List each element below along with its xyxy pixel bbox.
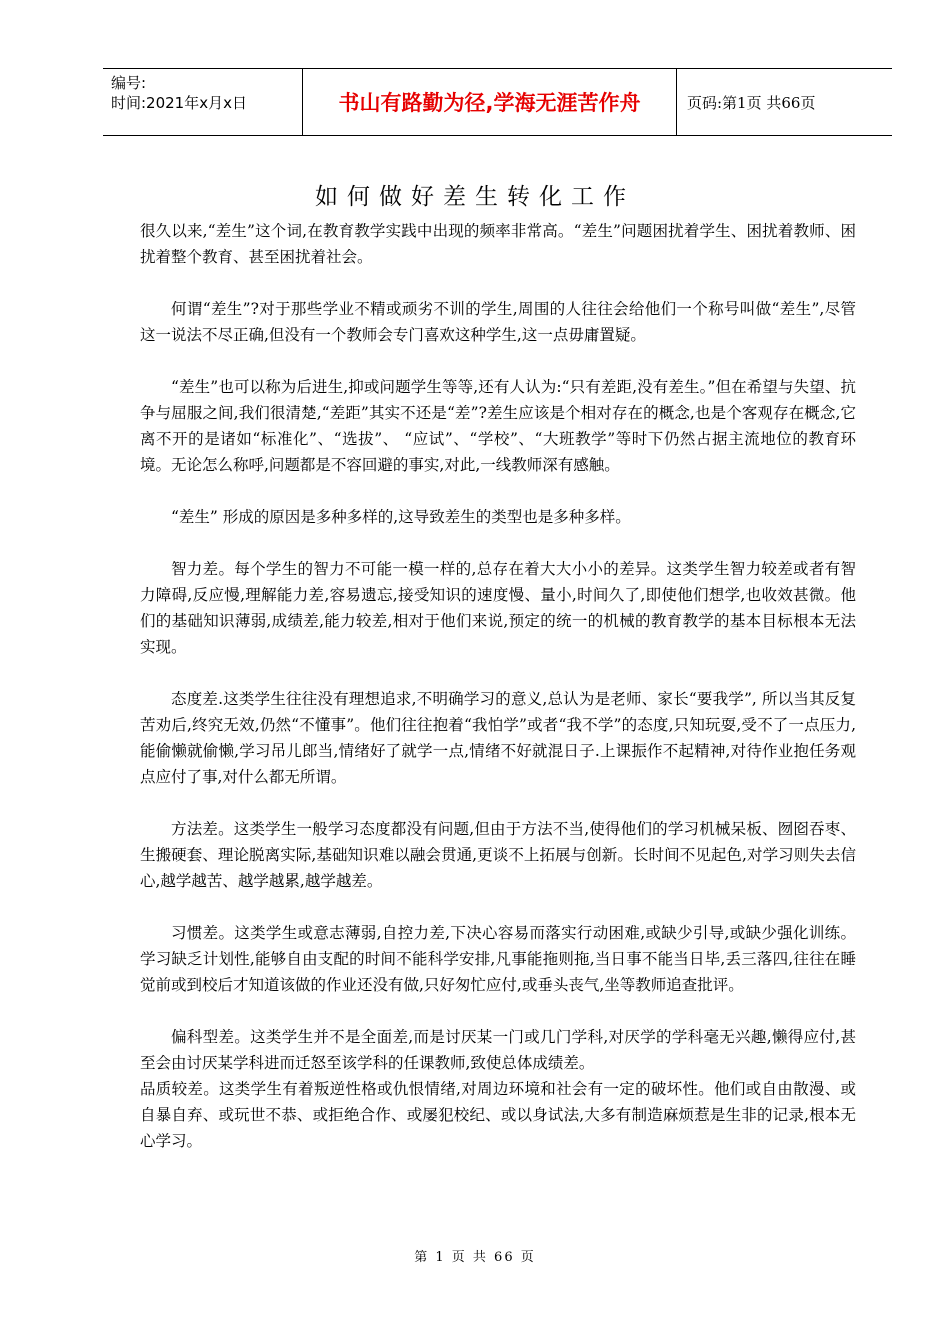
paragraph: 很久以来,“差生”这个词,在教育教学实践中出现的频率非常高。“差生”问题困扰着学生、困扰着教师、困扰着整个教育、甚至困扰着社会。 (140, 222, 856, 266)
page-footer: 第 1 页 共 66 页 (414, 1250, 536, 1265)
header-motto: 书山有路勤为径,学海无涯苦作舟 (303, 69, 677, 135)
header-page-code: 页码:第1页 共66页 (687, 93, 816, 112)
paragraph: “差生” 形成的原因是多种多样的,这导致差生的类型也是多种多样。 (171, 508, 631, 526)
paragraph: 品质较差。这类学生有着叛逆性格或仇恨情绪,对周边环境和社会有一定的破坏性。他们或自由散漫、或自暴自弃、或玩世不恭、或拒绝合作、或屡犯校纪、或以身试法,大多有制造麻烦惹是生非的记录,根本无心学习。 (140, 1080, 856, 1150)
document-body (140, 218, 856, 1180)
paragraph: 智力差。每个学生的智力不可能一模一样的,总存在着大大小小的差异。这类学生智力较差或者有智力障碍,反应慢,理解能力差,容易遗忘,接受知识的速度慢、量小,时间久了,即使他们想学,也收效甚微。他们的基础知识薄弱,成绩差,能力较差,相对于他们来说,预定的统一的机械的教育教学的基本目标根本无法实现。 (140, 560, 856, 656)
paragraph: 习惯差。这类学生或意志薄弱,自控力差,下决心容易而落实行动困难,或缺少引导,或缺少强化训练。学习缺乏计划性,能够自由支配的时间不能科学安排,凡事能拖则拖,当日事不能当日毕,丢三落四,往往在睡觉前或到校后才知道该做的作业还没有做,只好匆忙应付,或垂头丧气,坐等教师追查批评。 (140, 924, 856, 994)
header-info-cell (103, 69, 303, 135)
paragraph: 偏科型差。这类学生并不是全面差,而是讨厌某一门或几门学科,对厌学的学科毫无兴趣,懒得应付,甚至会由讨厌某学科进而迁怒至该学科的任课教师,致使总体成绩差。 (140, 1028, 856, 1072)
paragraph: 态度差.这类学生往往没有理想追求,不明确学习的意义,总认为是老师、家长“要我学”, 所以当其反复苦劝后,终究无效,仍然“不懂事”。他们往往抱着“我怕学”或者“我不学”的态度,只知玩耍,受不了一点压力,能偷懒就偷懒,学习吊儿郎当,情绪好了就学一点,情绪不好就混日子.上课振作不起精神,对待作业抱任务观点应付了事,对什么都无所谓。 (140, 690, 856, 786)
time-label: 时间:2021年x月x日 (111, 94, 247, 112)
document-title: 如何做好差生转化工作 (315, 184, 635, 210)
page-header (103, 68, 892, 136)
paragraph: 何谓“差生”?对于那些学业不精或顽劣不训的学生,周围的人往往会给他们一个称号叫做“差生”,尽管这一说法不尽正确,但没有一个教师会专门喜欢这种学生,这一点毋庸置疑。 (140, 300, 856, 344)
paragraph: 方法差。这类学生一般学习态度都没有问题,但由于方法不当,使得他们的学习机械呆板、囫囵吞枣、生搬硬套、理论脱离实际,基础知识难以融会贯通,更谈不上拓展与创新。长时间不见起色,对学习则失去信心,越学越苦、越学越累,越学越差。 (140, 820, 856, 890)
number-label: 编号: (111, 74, 147, 92)
paragraph: “差生”也可以称为后进生,抑或问题学生等等,还有人认为:“只有差距,没有差生。”但在希望与失望、抗争与屈服之间,我们很清楚,“差距”其实不还是“差”?差生应该是个相对存在的概念,也是个客观存在概念,它离不开的是诸如“标准化”、“选拔”、 “应试”、“学校”、“大班教学”等时下仍然占据主流地位的教育环境。无论怎么称呼,问题都是不容回避的事实,对此,一线教师深有感触。 (140, 378, 856, 474)
